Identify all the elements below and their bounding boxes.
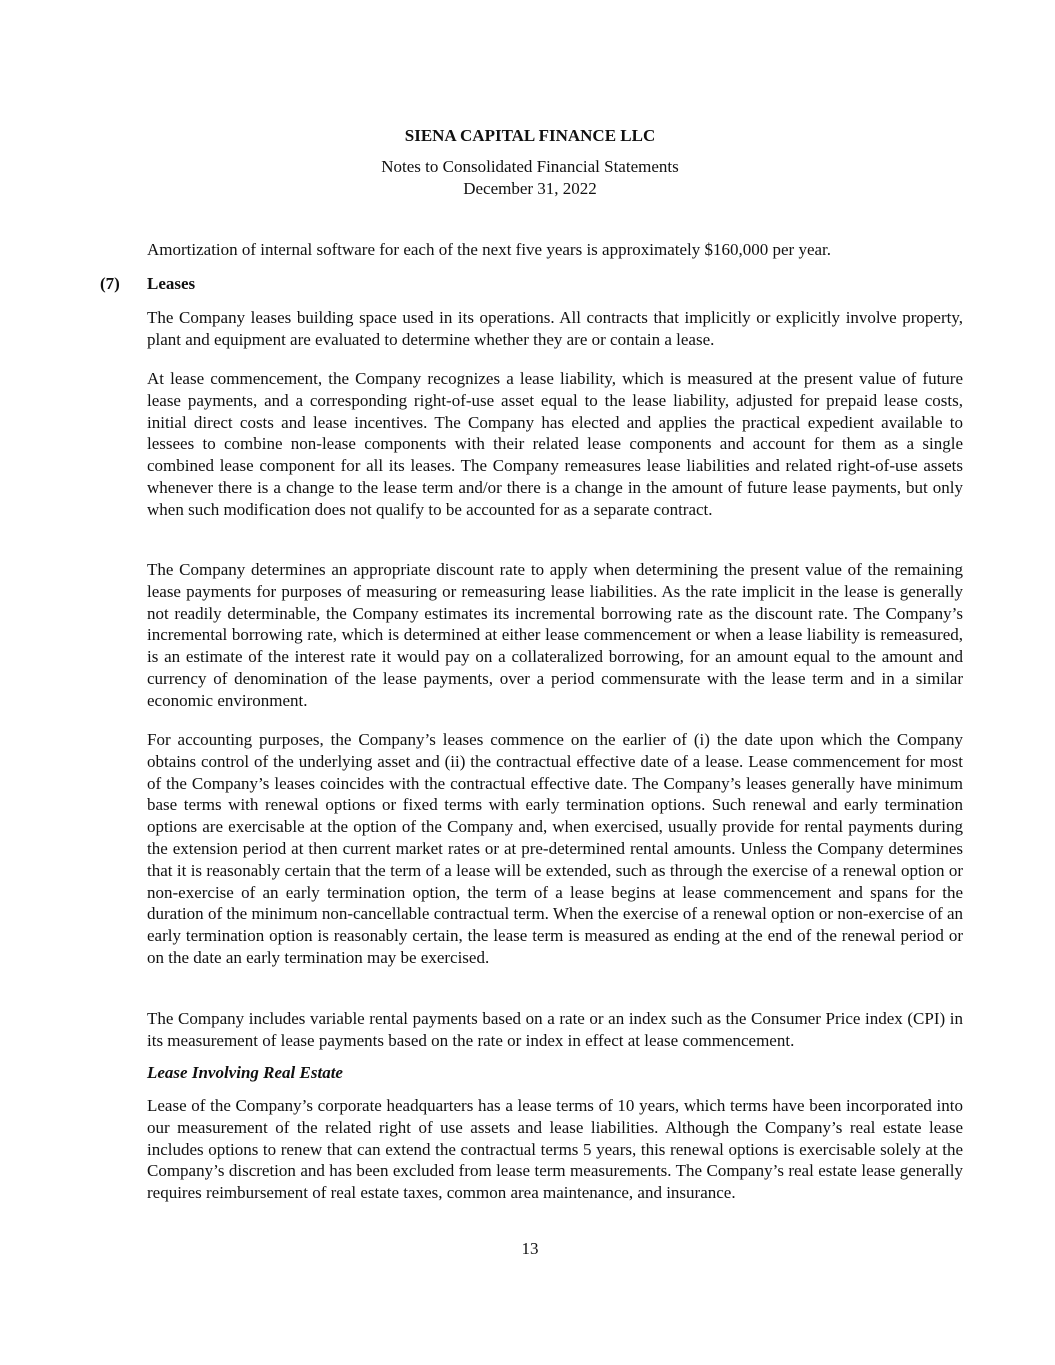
paragraph: The Company leases building space used in its operations. All contracts that implicitly or explicitly involve property, plant and equipment are evaluated to determine whether they are or contain a lease. <box>147 308 963 349</box>
document-subtitle: Notes to Consolidated Financial Statements <box>381 157 679 176</box>
intro-paragraph: Amortization of internal software for each of the next five years is approximately $160,000 per year. <box>147 240 832 259</box>
company-name: SIENA CAPITAL FINANCE LLC <box>404 126 656 145</box>
paragraph: Lease of the Company’s corporate headquarters has a lease terms of 10 years, which terms have been incorporated into our measurement of the related right of use assets and lease liabilities. Although the Company’s real estate lease includes options to renew that can extend the contractual terms 5 years, this renewal options is exercisable solely at the Company’s discretion and has been excluded from lease term measurements. The Company’s real estate lease generally requires reimbursement of real estate taxes, common area maintenance, and insurance. <box>147 1096 963 1203</box>
section-title: Leases <box>147 274 196 293</box>
paragraph: The Company determines an appropriate discount rate to apply when determining the present value of the remaining lease payments for purposes of measuring or remeasuring lease liabilities. As the rate implicit in the lease is generally not readily determinable, the Company estimates its incremental borrowing rate as the discount rate. The Company’s incremental borrowing rate, which is determined at either lease commencement or when a lease liability is remeasured, is an estimate of the interest rate it would pay on a collateralized borrowing, for an amount equal to the amount and currency of denomination of the lease payments, over a period commensurate with the lease term and in a similar economic environment. <box>147 560 963 710</box>
document-date: December 31, 2022 <box>463 179 597 198</box>
subheading: Lease Involving Real Estate <box>147 1063 343 1082</box>
paragraph: For accounting purposes, the Company’s leases commence on the earlier of (i) the date upon which the Company obtains control of the underlying asset and (ii) the contractual effective date of a lease. Lease commencement for most of the Company’s leases coincides with the contractual effective date. The Company’s leases generally have minimum base terms with renewal options or fixed terms with early termination options. Such renewal and early termination options are exercisable at the option of the Company and, when exercised, usually provide for rental payments during the extension period at then current market rates or at pre-determined rental amounts. Unless the Company determines that it is reasonably certain that the term of a lease will be extended, such as through the exercise of a renewal option or non-exercise of an early termination option, the term of a lease begins at lease commencement and spans for the duration of the minimum non-cancellable contractual term. When the exercise of a renewal option or non-exercise of an early termination option is reasonably certain, the lease term is measured as ending at the end of the renewal period or on the date an early termination may be exercised. <box>147 730 963 967</box>
paragraph: The Company includes variable rental payments based on a rate or an index such as the Consumer Price index (CPI) in its measurement of lease payments based on the rate or index in effect at lease commencement. <box>147 1009 963 1050</box>
section-number: (7) <box>100 274 120 293</box>
page-number: 13 <box>521 1239 539 1258</box>
paragraph: At lease commencement, the Company recognizes a lease liability, which is measured at the present value of future lease payments, and a corresponding right-of-use asset equal to the lease liability, adjusted for prepaid lease costs, initial direct costs and lease incentives. The Company has elected and applies the practical expedient available to lessees to combine non-lease components with their related lease components and account for them as a single combined lease component for all its leases. The Company remeasures lease liabilities and related right-of-use assets whenever there is a change to the lease term and/or there is a change in the amount of future lease payments, but only when such modification does not qualify to be accounted for as a separate contract. <box>147 369 963 519</box>
